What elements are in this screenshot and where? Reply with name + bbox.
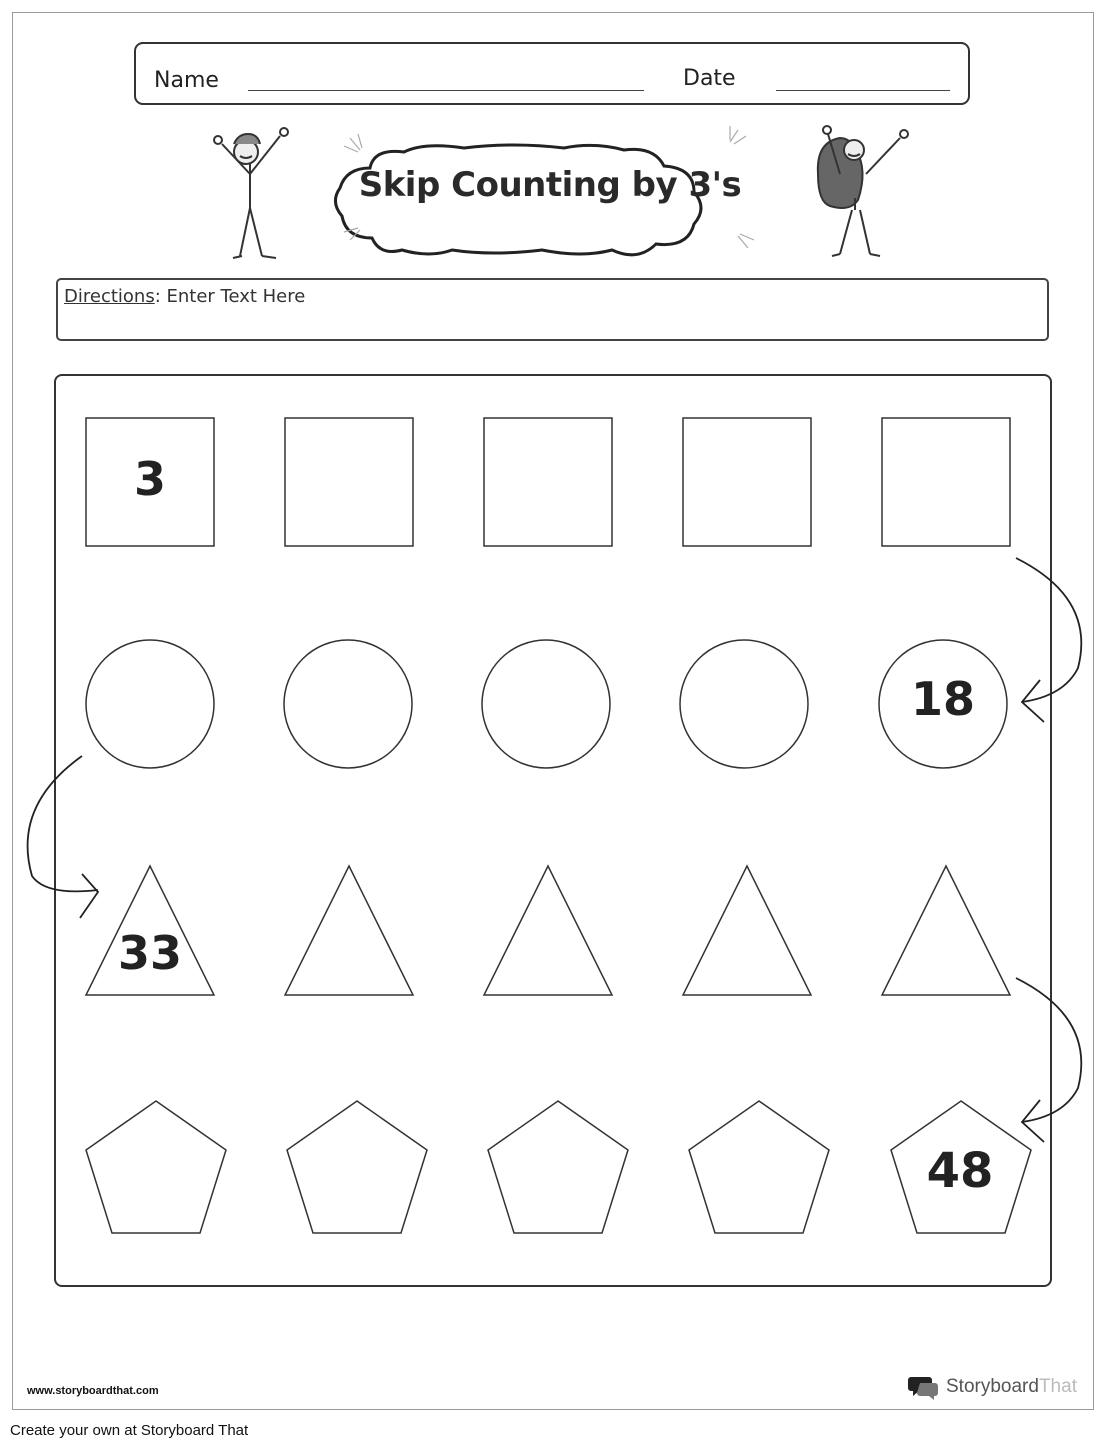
triangle-box[interactable] — [683, 866, 811, 995]
name-label: Name — [154, 68, 219, 93]
footer-url[interactable]: www.storyboardthat.com — [27, 1385, 159, 1397]
pentagon-box[interactable] — [86, 1101, 226, 1233]
cell-r2c5-value: 18 — [910, 672, 975, 726]
brand-name-light: That — [1038, 1376, 1077, 1397]
cell-r4c5-value: 48 — [926, 1143, 994, 1199]
create-your-own-link[interactable]: Create your own at Storyboard That — [10, 1422, 249, 1439]
cell-r1c1-value: 3 — [133, 452, 166, 506]
row-squares — [86, 418, 1010, 546]
square-box[interactable] — [882, 418, 1010, 546]
row-pentagons — [86, 1101, 1031, 1233]
speech-bubble-icon — [908, 1374, 940, 1400]
circle-box[interactable] — [482, 640, 610, 768]
pentagon-box[interactable] — [287, 1101, 427, 1233]
row-circles — [86, 640, 1007, 768]
circle-box[interactable] — [86, 640, 214, 768]
circle-box[interactable] — [680, 640, 808, 768]
square-box[interactable] — [285, 418, 413, 546]
curved-arrow-left-down-icon — [28, 756, 98, 918]
brand-name-dark: Storyboard — [946, 1376, 1039, 1397]
directions-body: : Enter Text Here — [154, 286, 306, 307]
triangle-box[interactable] — [882, 866, 1010, 995]
date-label: Date — [683, 66, 736, 91]
worksheet-title: Skip Counting by 3's — [358, 165, 742, 205]
triangle-box[interactable] — [484, 866, 612, 995]
storyboardthat-logo[interactable] — [908, 1374, 1077, 1400]
cell-r3c1-value: 33 — [117, 926, 182, 980]
square-box[interactable] — [484, 418, 612, 546]
brand-name — [946, 1376, 1077, 1398]
square-box[interactable] — [683, 418, 811, 546]
pentagon-box[interactable] — [689, 1101, 829, 1233]
triangle-box[interactable] — [285, 866, 413, 995]
circle-box[interactable] — [284, 640, 412, 768]
directions-label: Directions — [64, 286, 155, 307]
pentagon-box[interactable] — [488, 1101, 628, 1233]
curved-arrow-right-down-icon — [1016, 558, 1081, 722]
curved-arrow-right-down-icon — [1016, 978, 1081, 1142]
row-triangles — [86, 866, 1010, 995]
